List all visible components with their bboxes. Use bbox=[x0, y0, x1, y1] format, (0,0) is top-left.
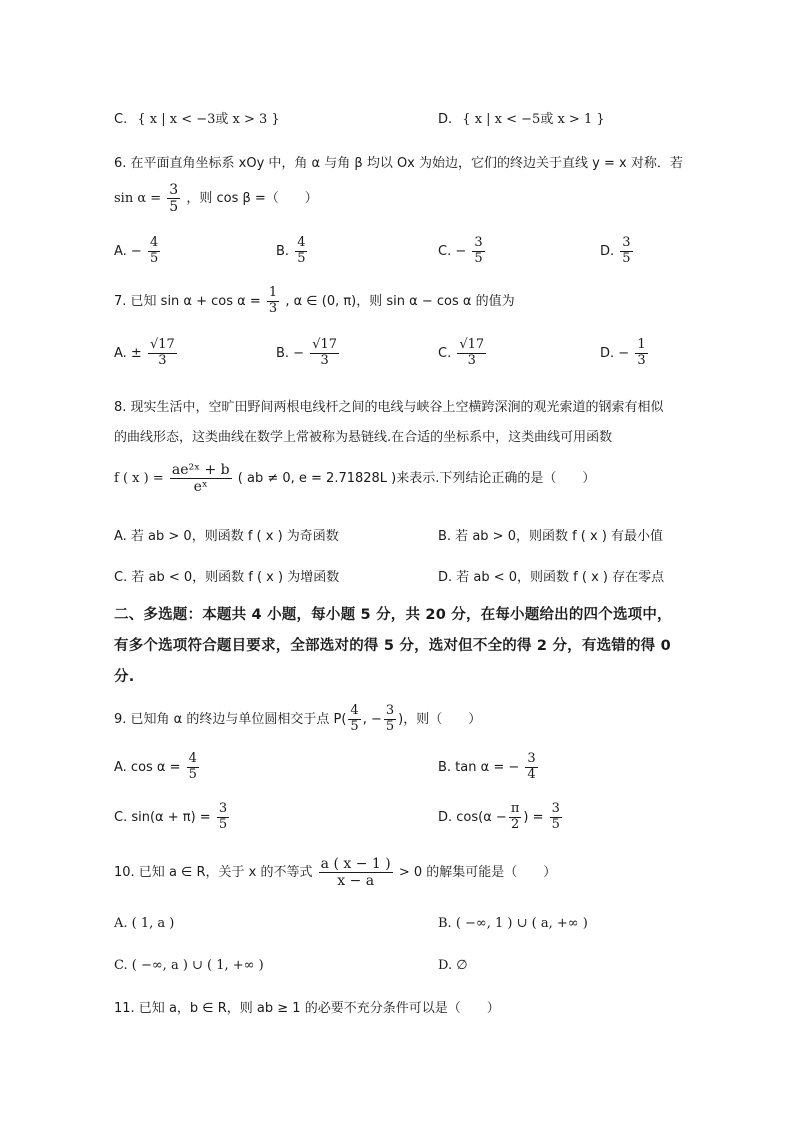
fraction: $\frac{3}{4}$ bbox=[527, 751, 536, 782]
q5-option-d bbox=[438, 108, 605, 127]
fraction: $\frac{\pi}{2}$ bbox=[510, 801, 520, 832]
option-math: { x | x < −5或 x > 1 } bbox=[462, 112, 605, 127]
fraction: $\frac{3}{5}$ bbox=[218, 801, 228, 832]
q9-option-a: A. cos α = $\frac{4}{5}$ bbox=[114, 751, 197, 782]
q8-stem-line1: 8. 现实生活中，空旷田野间两根电线杆之间的电线与峡谷上空横跨深涧的观光索道的钢索有相似 bbox=[114, 400, 664, 415]
fraction: $\frac{1}{3}$ bbox=[268, 285, 278, 316]
q6-stem-line1: 6. 在平面直角坐标系 xOy 中，角 α 与角 β 均以 Ox 为始边，它们的终边关于直线 y = x 对称．若 bbox=[114, 156, 683, 171]
q6-option-a: A. − $\frac{4}{5}$ bbox=[114, 235, 159, 266]
q7-option-b: B. − $\frac{√17}{3}$ bbox=[276, 337, 338, 368]
q7-option-d: D. − $\frac{1}{3}$ bbox=[600, 337, 646, 368]
q7-stem: 7. 已知 sin α + cos α = $\frac{1}{3}$ , α ∈ (0, π)，则 sin α − cos α 的值为 bbox=[114, 285, 515, 316]
q10-option-a: A. ( 1, a ) bbox=[114, 916, 175, 931]
q7-option-c: C. $\frac{√17}{3}$ bbox=[438, 337, 485, 368]
option-label: D. bbox=[438, 112, 453, 127]
section2-line3: 分. bbox=[114, 669, 135, 685]
option-math: { x | x < −3或 x > 3 } bbox=[137, 112, 280, 127]
fraction: $\frac{3}{5}$ bbox=[622, 235, 631, 266]
q6-option-d: D. $\frac{3}{5}$ bbox=[600, 235, 631, 266]
q10-option-b: B. ( −∞, 1 ) ∪ ( a, +∞ ) bbox=[438, 916, 588, 931]
section2-line1: 二、多选题：本题共 4 小题，每小题 5 分，共 20 分，在每小题给出的四个选项中， bbox=[114, 607, 672, 623]
q6-stem-line2 bbox=[114, 182, 318, 215]
q9-stem: 9. 已知角 α 的终边与单位圆相交于点 P( $\frac{4}{5}$ , − $\frac{3}{5}$ )，则（ ） bbox=[114, 703, 482, 734]
q10-option-c: C. ( −∞, a ) ∪ ( 1, +∞ ) bbox=[114, 958, 264, 973]
q8-option-a: A. 若 ab > 0，则函数 f ( x ) 为奇函数 bbox=[114, 529, 339, 544]
fraction: $\frac{4}{5}$ bbox=[188, 751, 197, 782]
q9-option-c: C. sin(α + π) = $\frac{3}{5}$ bbox=[114, 801, 228, 832]
q8-option-d: D. 若 ab < 0，则函数 f ( x ) 存在零点 bbox=[438, 570, 665, 585]
section2-line2: 有多个选项符合题目要求，全部选对的得 5 分，选对但不全的得 2 分，有选错的得 0 bbox=[114, 638, 671, 654]
fraction: $\frac{3}{5}$ bbox=[385, 703, 395, 734]
q6-ask: ，则 cos β =（ ） bbox=[186, 191, 318, 207]
fraction: $\frac{4}{5}$ bbox=[297, 235, 306, 266]
q10-option-d: D. ∅ bbox=[438, 958, 468, 973]
q9-option-b: B. tan α = − $\frac{3}{4}$ bbox=[438, 751, 536, 782]
q6-sin-expr: sin α = bbox=[114, 191, 162, 207]
q7-option-a: A. ± $\frac{√17}{3}$ bbox=[114, 337, 175, 368]
fraction: $\frac{\text{ae²ˣ + b}}{\text{eˣ}}$ bbox=[171, 462, 230, 496]
q8-stem-line2: 的曲线形态，这类曲线在数学上常被称为悬链线.在合适的坐标系中，这类曲线可用函数 bbox=[114, 430, 613, 445]
q8-option-c: C. 若 ab < 0，则函数 f ( x ) 为增函数 bbox=[114, 570, 340, 585]
fraction: $\frac{4}{5}$ bbox=[149, 235, 159, 266]
fraction: $\frac{a ( x - 1 )}{x - a}$ bbox=[320, 856, 391, 890]
fraction: $\frac{√17}{3}$ bbox=[312, 337, 338, 368]
option-label: C. bbox=[114, 112, 128, 127]
q6-option-c: C. − $\frac{3}{5}$ bbox=[438, 235, 483, 266]
q8-function: f ( x ) = $\frac{\text{ae²ˣ + b}}{\text{eˣ}}$ ( ab ≠ 0, e = 2.71828L )来表示.下列结论正确的是（ ） bbox=[114, 462, 596, 496]
fraction: $\frac{√17}{3}$ bbox=[149, 337, 175, 368]
q5-option-c bbox=[114, 108, 280, 127]
fraction: $\frac{1}{3}$ bbox=[637, 337, 646, 368]
fraction: $\frac{3}{5}$ bbox=[551, 801, 560, 832]
fraction: $\frac{√17}{3}$ bbox=[459, 337, 485, 368]
fraction: $\frac{4}{5}$ bbox=[350, 703, 359, 734]
q11-stem: 11. 已知 a，b ∈ R，则 ab ≥ 1 的必要不充分条件可以是（ ） bbox=[114, 1001, 500, 1016]
q10-stem: 10. 已知 a ∈ R，关于 x 的不等式 $\frac{a ( x - 1 )}{x - a}$ > 0 的解集可能是（ ） bbox=[114, 856, 557, 890]
q6-option-b: B. $\frac{4}{5}$ bbox=[276, 235, 306, 266]
fraction: $\frac{3}{5}$ bbox=[169, 182, 179, 216]
fraction: $\frac{3}{5}$ bbox=[474, 235, 483, 266]
q8-option-b: B. 若 ab > 0，则函数 f ( x ) 有最小值 bbox=[438, 529, 664, 544]
q9-option-d: D. cos(α − $\frac{\pi}{2}$ ) = $\frac{3}{5}$ bbox=[438, 801, 560, 832]
